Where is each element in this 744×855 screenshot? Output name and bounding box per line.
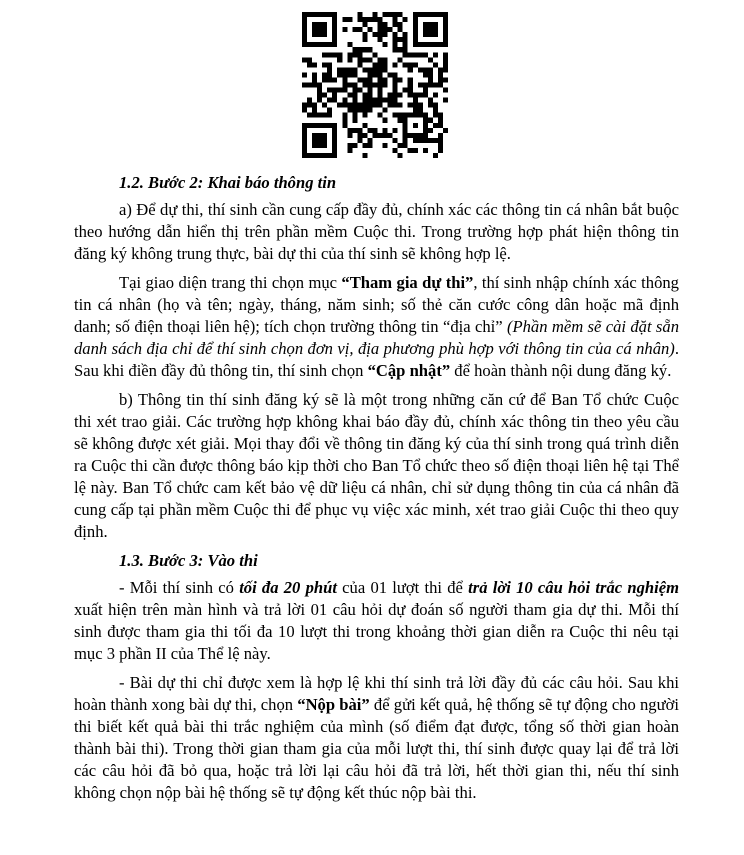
section-heading-step2: 1.2. Bước 2: Khai báo thông tin <box>119 173 337 192</box>
paragraph-step2-b: b) Thông tin thí sinh đăng ký sẽ là một trong những căn cứ để Ban Tổ chức Cuộc thi xét trao giải. Các trường hợp không khai báo đầy đủ, chính xác thông tin theo yêu cầu sẽ không được xét giải. Mọi thay đổi về thông tin đăng ký của thí sinh trong quá trình diễn ra Cuộc thi cần được thông báo kịp thời cho Ban Tổ chức theo số điện thoại liên hệ tại Thể lệ này. Ban Tổ chức cam kết bảo vệ dữ liệu cá nhân, chỉ sử dụng thông tin của cá nhân đã cung cấp tại phần mềm Cuộc thi để phục vụ việc xác minh, xét trao giải Cuộc thi theo quy định. <box>74 390 679 541</box>
qr-code-graphic <box>302 12 448 158</box>
text-run: , thí sinh nhập chính xác thông tin cá nhân (họ và tên; ngày, tháng, năm sinh; số thẻ căn cước công dân hoặc mã định danh; số điện thoại liên hệ); tích chọn trường thông tin “địa chỉ” <box>74 273 679 336</box>
text-run: xuất hiện trên màn hình và trả lời 01 câu hỏi dự đoán số người tham gia dự thi. Mỗi thí sinh được tham gia thi tối đa 10 lượt thi trong khoảng thời gian diễn ra Cuộc thi nêu tại mục 3 phần II của Thể lệ này. <box>74 600 679 663</box>
italic-note-address: (Phần mềm sẽ cài đặt sẵn danh sách địa chỉ để thí sinh chọn đơn vị, địa phương phù hợp với thông tin của cá nhân) <box>74 317 679 358</box>
text-run: - Bài dự thi chỉ được xem là hợp lệ khi thí sinh trả lời đầy đủ các câu hỏi. Sau khi hoàn thành xong bài dự thi, chọn <box>74 673 679 714</box>
text-run: của 01 lượt thi để <box>336 578 469 597</box>
text-run: - Mỗi thí sinh có <box>119 578 240 597</box>
paragraph-step3-submit <box>74 672 679 804</box>
paragraph-step2-interface <box>74 272 679 382</box>
qr-code-icon <box>302 12 448 158</box>
paragraph-step2-a: a) Để dự thi, thí sinh cần cung cấp đầy đủ, chính xác các thông tin cá nhân bắt buộc theo hướng dẫn hiển thị trên phần mềm Cuộc thi. Trong trường hợp phát hiện thông tin đăng ký không trung thực, bài dự thi của thí sinh sẽ không hợp lệ. <box>74 200 679 263</box>
text-run: Tại giao diện trang thi chọn mục <box>119 273 342 292</box>
bold-term-submit: “Nộp bài” <box>297 695 370 714</box>
section-heading-step3: 1.3. Bước 3: Vào thi <box>119 551 258 570</box>
text-run: để gửi kết quả, hệ thống sẽ tự động cho người thi biết kết quả bài thi trắc nghiệm của mình (số điểm đạt được, tổng số thời gian hoàn thành bài thi). Trong thời gian tham gia của mỗi lượt thi, thí sinh được quay lại để trả lời các câu hỏi đã bỏ qua, hoặc trả lời lại câu hỏi đã trả lời, hết thời gian thi, nếu thí sinh không chọn nộp bài hệ thống sẽ tự động kết thúc nộp bài thi. <box>74 695 679 802</box>
text-run: . Sau khi điền đầy đủ thông tin, thí sinh chọn <box>74 339 679 380</box>
paragraph-step3-time <box>74 577 679 665</box>
text-run: để hoàn thành nội dung đăng ký. <box>450 361 672 380</box>
emphasis-answer-questions: trả lời 10 câu hỏi trắc nghiệm <box>468 578 680 597</box>
document-body <box>74 172 679 811</box>
bold-term-update: “Cập nhật” <box>367 361 451 380</box>
bold-term-join-exam: “Tham gia dự thi” <box>341 273 474 292</box>
emphasis-max-time: tối đa 20 phút <box>239 578 337 597</box>
